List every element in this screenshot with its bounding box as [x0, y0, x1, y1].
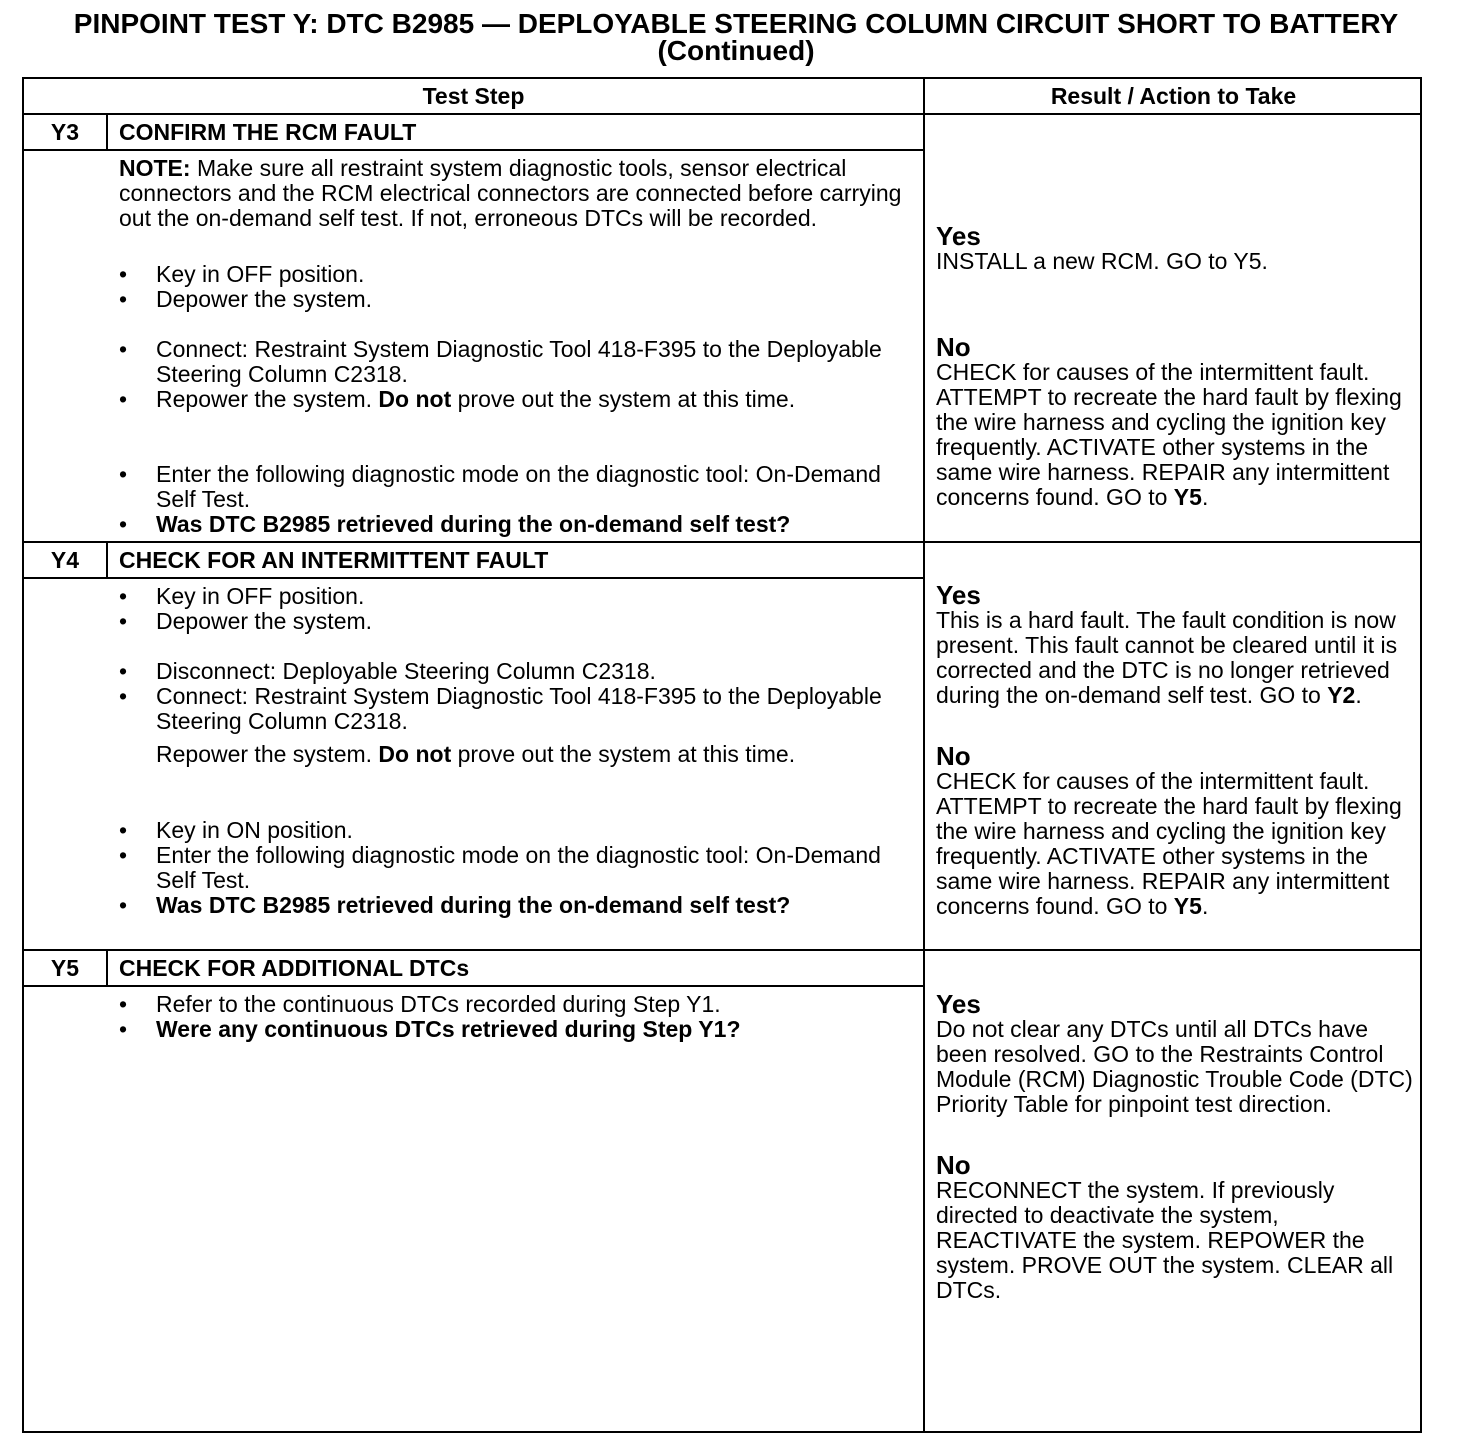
- list-item: • Key in OFF position.: [119, 261, 365, 287]
- title-line-1: PINPOINT TEST Y: DTC B2985 — DEPLOYABLE STEERING COLUMN CIRCUIT SHORT TO BATTERY: [73, 8, 1399, 39]
- page-title: [0, 10, 1472, 64]
- step-id: Y3: [50, 119, 80, 145]
- list-item: • Repower the system. Do not prove out the system at this time.: [119, 386, 796, 412]
- list-item: • Refer to the continuous DTCs recorded during Step Y1.: [119, 991, 721, 1017]
- title-rule: [24, 149, 923, 151]
- step-title: CHECK FOR AN INTERMITTENT FAULT: [119, 547, 549, 573]
- yes-label: Yes: [936, 989, 981, 1019]
- step-title: CHECK FOR ADDITIONAL DTCs: [119, 955, 470, 981]
- title-line-2: (Continued): [657, 35, 815, 66]
- result-yes: [936, 223, 1421, 274]
- list-item: • Were any continuous DTCs retrieved during Step Y1?: [119, 1016, 741, 1042]
- list-item: • Depower the system.: [119, 286, 373, 312]
- yes-label: Yes: [936, 580, 981, 610]
- list-item: • Disconnect: Deployable Steering Column C2318.: [119, 658, 656, 684]
- no-text: RECONNECT the system. If previously directed to deactivate the system, REACTIVATE the system. REPOWER the system. PROVE OUT the system. CLEAR all DTCs.: [936, 1177, 1394, 1303]
- result-no: No CHECK for causes of the intermittent fault. ATTEMPT to recreate the hard fault by flexing the wire harness and cycling the ignition key frequently. ACTIVATE other systems in the same wire harness. REPAIR any intermittent concerns found. GO to Y5.: [936, 334, 1421, 510]
- no-goto: Y5: [1173, 484, 1202, 510]
- result-no: [936, 1152, 1421, 1303]
- id-separator: [106, 951, 108, 987]
- step-title: CONFIRM THE RCM FAULT: [119, 119, 417, 145]
- yes-goto: Y2: [1327, 682, 1356, 708]
- yes-text: Do not clear any DTCs until all DTCs have been resolved. GO to the Restraints Control Module (RCM) Diagnostic Trouble Code (DTC) Priority Table for pinpoint test direction.: [936, 1016, 1413, 1117]
- no-label: No: [936, 741, 971, 771]
- list-item: • Enter the following diagnostic mode on the diagnostic tool: On-Demand Self Test.: [119, 461, 881, 512]
- list-item: • Key in ON position.: [119, 817, 353, 843]
- list-item: • Key in OFF position.: [119, 583, 365, 609]
- step-id: Y5: [50, 955, 80, 981]
- title-rule: [24, 577, 923, 579]
- note-label: NOTE:: [119, 155, 191, 181]
- no-goto: Y5: [1173, 893, 1202, 919]
- header-result: Result / Action to Take: [1050, 83, 1297, 109]
- list-item: • Connect: Restraint System Diagnostic Tool 418-F395 to the Deployable Steering Column C2318.: [119, 336, 882, 387]
- id-separator: [106, 115, 108, 151]
- column-divider: [923, 79, 925, 1431]
- no-text: CHECK for causes of the intermittent fault. ATTEMPT to recreate the hard fault by flexing the wire harness and cycling the ignition key frequently. ACTIVATE other systems in the same wire harness. REPAIR any intermittent concerns found. GO to: [936, 768, 1402, 919]
- pinpoint-test-table: [22, 77, 1422, 1433]
- title-rule: [24, 985, 923, 987]
- result-yes: Yes This is a hard fault. The fault condition is now present. This fault cannot be cleared until it is corrected and the DTC is no longer retrieved during the on-demand self test. GO to Y2.: [936, 582, 1421, 708]
- note: [119, 156, 909, 231]
- list-item: • Was DTC B2985 retrieved during the on-demand self test?: [119, 892, 791, 918]
- result-yes: [936, 991, 1421, 1117]
- yes-text: This is a hard fault. The fault condition is now present. This fault cannot be cleared until it is corrected and the DTC is no longer retrieved during the on-demand self test. GO to: [936, 607, 1398, 708]
- list-item: • Depower the system.: [119, 608, 373, 634]
- yes-text: INSTALL a new RCM. GO to Y5.: [936, 248, 1268, 274]
- result-no: No CHECK for causes of the intermittent fault. ATTEMPT to recreate the hard fault by flexing the wire harness and cycling the ignition key frequently. ACTIVATE other systems in the same wire harness. REPAIR any intermittent concerns found. GO to Y5.: [936, 743, 1421, 919]
- repower-text: Repower the system. Do not prove out the system at this time.: [156, 741, 796, 767]
- list-item: • Enter the following diagnostic mode on the diagnostic tool: On-Demand Self Test.: [119, 842, 881, 893]
- header-test-step: Test Step: [422, 83, 525, 109]
- yes-label: Yes: [936, 221, 981, 251]
- no-label: No: [936, 1150, 971, 1180]
- list-item: • Connect: Restraint System Diagnostic Tool 418-F395 to the Deployable Steering Column C2318.: [119, 683, 882, 734]
- id-separator: [106, 543, 108, 579]
- note-text: Make sure all restraint system diagnostic tools, sensor electrical connectors and the RCM electrical connectors are connected before carrying out the on-demand self test. If not, erroneous DTCs will be recorded.: [119, 155, 902, 231]
- list-item: • Was DTC B2985 retrieved during the on-demand self test?: [119, 511, 791, 537]
- no-text: CHECK for causes of the intermittent fault. ATTEMPT to recreate the hard fault by flexing the wire harness and cycling the ignition key frequently. ACTIVATE other systems in the same wire harness. REPAIR any intermittent concerns found. GO to: [936, 359, 1402, 510]
- no-label: No: [936, 332, 971, 362]
- step-id: Y4: [50, 547, 80, 573]
